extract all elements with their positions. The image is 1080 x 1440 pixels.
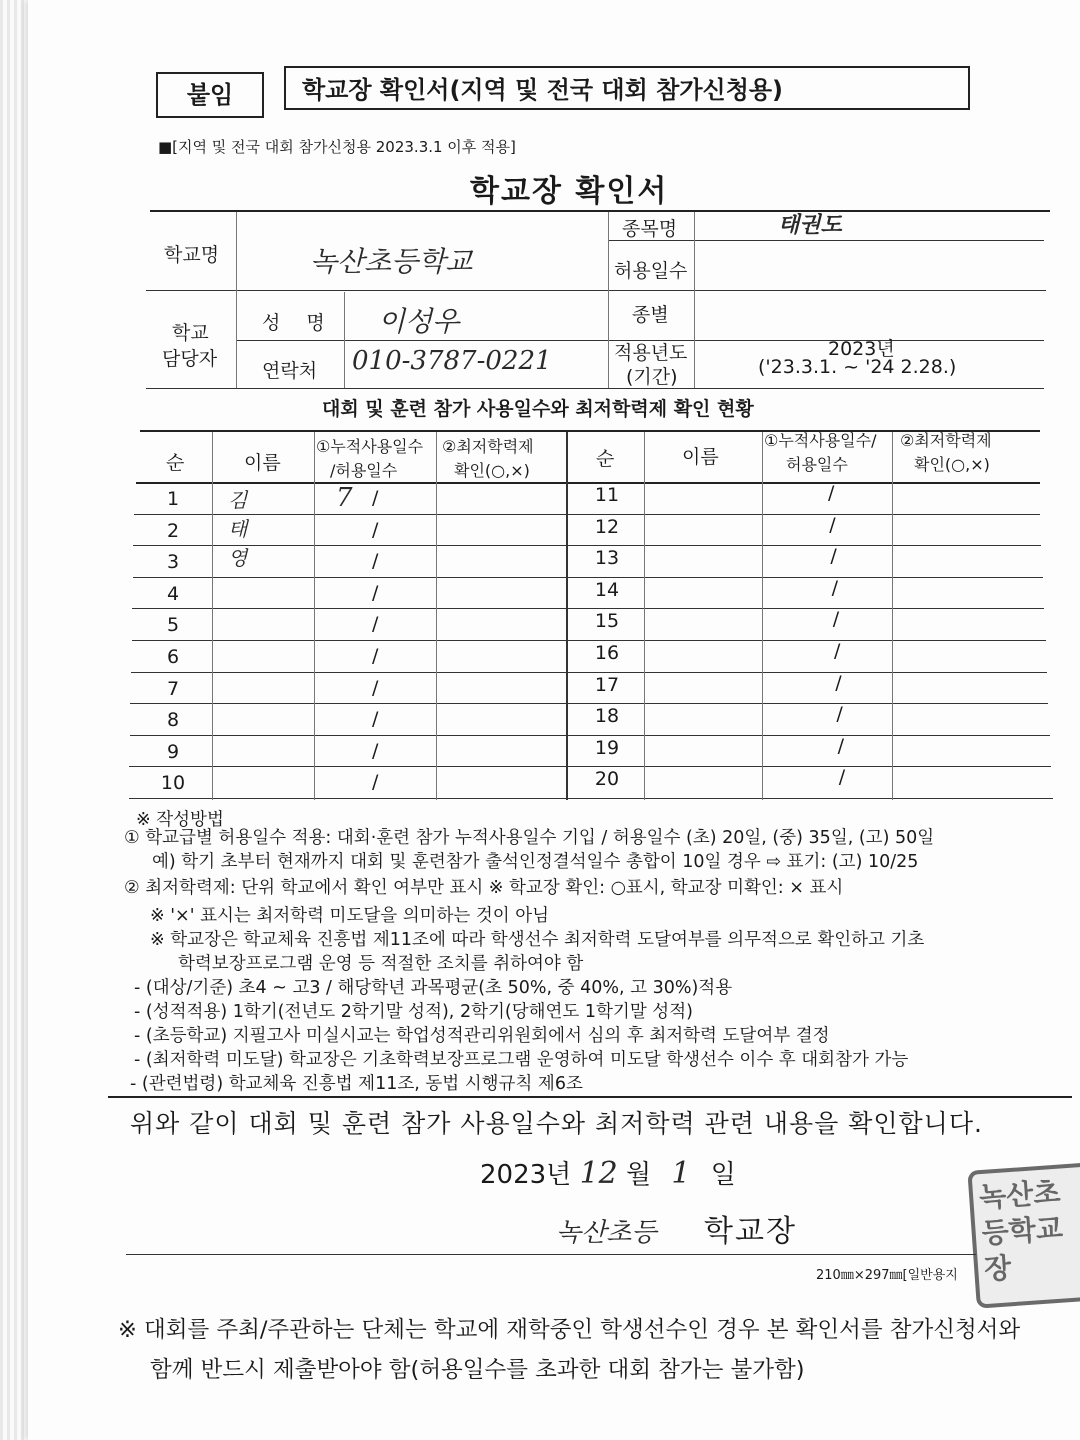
row-number-right: 16: [594, 642, 620, 664]
row-number: 4: [166, 582, 180, 605]
row-number-right: 18: [594, 705, 620, 728]
note-4: ※ 학교장은 학교체육 진흥법 제11조에 따라 학생선수 최저학력 도달여부를 의무적으로 확인하고 기초: [150, 930, 925, 950]
header-days-line1: ①누적사용일수: [316, 437, 424, 456]
date-day: 1: [671, 1156, 691, 1191]
row-name: 김태영: [228, 488, 248, 570]
detail-elementary: - (초등학교) 지필고사 미실시교는 학업성적관리위원회에서 심의 후 최저학력 도달여부 결정: [134, 1026, 830, 1046]
footer-line-1: ※ 대회를 주최/주관하는 단체는 학교에 재학중인 학생선수인 경우 본 확인서를 참가신청서와: [118, 1317, 1021, 1343]
note-4-cont: 학력보장프로그램 운영 등 적절한 조치를 취하여야 함: [178, 954, 584, 974]
info-divider-1: [236, 212, 237, 388]
banner-title: 학교장 확인서(지역 및 전국 대회 참가신청용): [284, 66, 970, 110]
official-seal: [967, 1161, 1080, 1308]
year-label-1: 적용년도: [614, 342, 688, 364]
year-label-2: (기간): [626, 366, 678, 388]
row-rule: [129, 798, 1053, 799]
row-days-slash: /: [372, 645, 379, 667]
paper-size-note: 210㎜×297㎜[일반용지: [816, 1268, 958, 1283]
event-value: 태권도: [778, 212, 842, 238]
note-1: ① 학교급별 허용일수 적용: 대회·훈련 참가 누적사용일수 기입 / 허용일수 (초) 20일, (중) 35일, (고) 50일: [124, 828, 935, 848]
date-month: 12: [579, 1156, 618, 1191]
header-check-right-line2: 확인(○,×): [914, 455, 990, 474]
row-days-slash: /: [372, 771, 379, 794]
allowed-days-label: 허용일수: [614, 260, 688, 282]
manager-label-2: 담당자: [162, 348, 218, 370]
row-days-slash: /: [372, 739, 379, 762]
row-number-right: 15: [594, 610, 620, 633]
col-divider-check: [436, 432, 437, 800]
principal-label: 학교장: [704, 1214, 797, 1249]
paper-stack-edge: [0, 0, 28, 1440]
header-days-right-line2: 허용일수: [786, 455, 848, 474]
period-value: ('23.3.1. ~ '24 2.28.): [758, 356, 957, 378]
school-value: 녹산초등학교: [310, 245, 473, 278]
footer-line-2: 함께 반드시 제출받아야 함(허용일수를 초과한 대회 참가는 불가함): [150, 1357, 805, 1383]
info-rule-bottom: [146, 388, 1044, 389]
row-number-right: 17: [594, 673, 620, 696]
row-days-slash-right: /: [835, 671, 842, 694]
header-check-line1: ②최저학력제: [442, 437, 534, 456]
applicability-note: ■[지역 및 전국 대회 참가신청용 2023.3.1 이후 적용]: [158, 138, 516, 156]
row-rule: [130, 735, 1050, 736]
info-rule-school: [146, 290, 1046, 291]
contact-value: 010-3787-0221: [352, 346, 552, 376]
row-days-slash-right: /: [836, 703, 843, 726]
page-title: 학교장 확인서: [470, 174, 669, 209]
name-label: 성 명: [262, 312, 335, 334]
row-number-right: 14: [594, 578, 620, 601]
header-check-right-line1: ②최저학력제: [900, 431, 992, 450]
row-number: 3: [166, 551, 180, 574]
row-rule: [132, 608, 1044, 609]
row-number-right: 20: [594, 768, 620, 791]
row-number-right: 19: [594, 736, 620, 759]
detail-below-minimum: - (최저학력 미도달) 학교장은 기초학력보장프로그램 운영하여 미도달 학생선수 이수 후 대회참가 가능: [134, 1050, 909, 1070]
row-days-slash: /: [372, 487, 379, 509]
row-rule: [130, 703, 1048, 704]
row-days-slash-right: /: [830, 545, 837, 568]
row-rule: [134, 514, 1040, 515]
date-year: 2023년: [480, 1160, 572, 1190]
row-number: 7: [166, 677, 180, 700]
signature-rule: [126, 1254, 976, 1255]
row-number-right: 11: [594, 484, 620, 506]
category-label: 종별: [632, 304, 669, 326]
row-days-slash: /: [372, 581, 379, 604]
col-divider-middle: [566, 432, 568, 800]
row-days-slash: /: [372, 550, 379, 573]
detail-grades: - (성적적용) 1학기(전년도 2학기말 성적), 2학기(당해연도 1학기말 성적): [134, 1002, 693, 1022]
col-divider-name: [212, 432, 213, 800]
row-days-slash: /: [372, 708, 379, 731]
col-divider-name-r: [644, 432, 645, 800]
manager-label-1: 학교: [172, 322, 209, 344]
row-days-slash-right: /: [838, 766, 846, 789]
row-rule: [131, 672, 1047, 673]
header-name: 이름: [244, 452, 281, 474]
notes-heading: ※ 작성방법: [136, 810, 224, 830]
header-days-line2: /허용일수: [330, 461, 398, 480]
row-days-slash: /: [372, 613, 379, 636]
row-rule: [132, 640, 1046, 641]
row-rule: [133, 545, 1041, 546]
row-number-right: 12: [594, 515, 620, 538]
row-rule: [133, 577, 1043, 578]
header-name-right: 이름: [682, 446, 719, 468]
header-no: 순: [166, 452, 185, 474]
info-divider-3: [608, 212, 609, 388]
col-divider-days-r: [762, 432, 763, 800]
contact-label: 연락처: [262, 360, 318, 382]
header-no-right: 순: [596, 448, 615, 470]
row-number: 6: [166, 646, 180, 668]
row-number: 1: [166, 488, 180, 510]
school-label: 학교명: [164, 244, 220, 266]
row-days-used: 7: [336, 483, 353, 513]
detail-law: - (관련법령) 학교체육 진흥법 제11조, 동법 시행규칙 제6조: [130, 1074, 583, 1094]
year-value: 2023년: [828, 338, 895, 360]
row-days-slash-right: /: [831, 576, 838, 599]
note-2: ② 최저학력제: 단위 학교에서 확인 여부만 표시 ※ 학교장 확인: ○표시, 학교장 미확인: × 표시: [124, 878, 844, 898]
info-divider-4: [694, 212, 695, 388]
date-day-unit: 일: [710, 1160, 736, 1190]
info-divider-2: [344, 292, 345, 388]
event-label: 종목명: [622, 218, 678, 240]
row-number-right: 13: [594, 547, 620, 570]
note-3: ※ '×' 표시는 최저학력 미도달을 의미하는 것이 아님: [150, 906, 550, 926]
note-1-example: 예) 학기 초부터 현재까지 대회 및 훈련참가 출석인정결석일수 총합이 10일 경우 ⇨ 표기: (고) 10/25: [152, 852, 919, 872]
row-days-slash-right: /: [837, 734, 844, 757]
row-number: 10: [160, 772, 186, 795]
row-days-slash-right: /: [834, 640, 841, 662]
row-number: 5: [166, 614, 180, 637]
row-number: 2: [166, 519, 180, 542]
row-days-slash-right: /: [832, 608, 840, 631]
header-days-right-line1: ①누적사용일수/: [764, 431, 877, 450]
row-rule: [129, 766, 1051, 767]
confirmation-date: [480, 1154, 736, 1191]
row-number: 8: [166, 709, 180, 732]
col-divider-check-r: [892, 432, 893, 800]
col-divider-days: [314, 432, 315, 800]
header-check-line2: 확인(○,×): [454, 461, 530, 480]
school-signature: 녹산초등: [556, 1218, 657, 1248]
notes-bottom-rule: [108, 1096, 1072, 1098]
info-top-rule: [150, 210, 1050, 212]
detail-target: - (대상/기준) 초4 ~ 고3 / 해당학년 과목평균(초 50%, 중 40%, 고 30%)적용: [134, 978, 733, 998]
table-caption: 대회 및 훈련 참가 사용일수와 최저학력제 확인 현황: [322, 398, 754, 420]
row-days-slash-right: /: [828, 482, 835, 504]
row-days-slash: /: [372, 676, 379, 699]
confirmation-statement: 위와 같이 대회 및 훈련 참가 사용일수와 최저학력 관련 내용을 확인합니다.: [130, 1109, 983, 1138]
seal-text: 녹산초등학교장: [978, 1175, 1064, 1287]
row-days-slash: /: [372, 518, 379, 541]
row-days-slash-right: /: [829, 513, 836, 536]
row-number: 9: [166, 740, 180, 763]
date-month-unit: 월: [626, 1160, 652, 1190]
attachment-tag: 붙임: [156, 72, 264, 118]
name-value: 이성우: [378, 305, 460, 338]
